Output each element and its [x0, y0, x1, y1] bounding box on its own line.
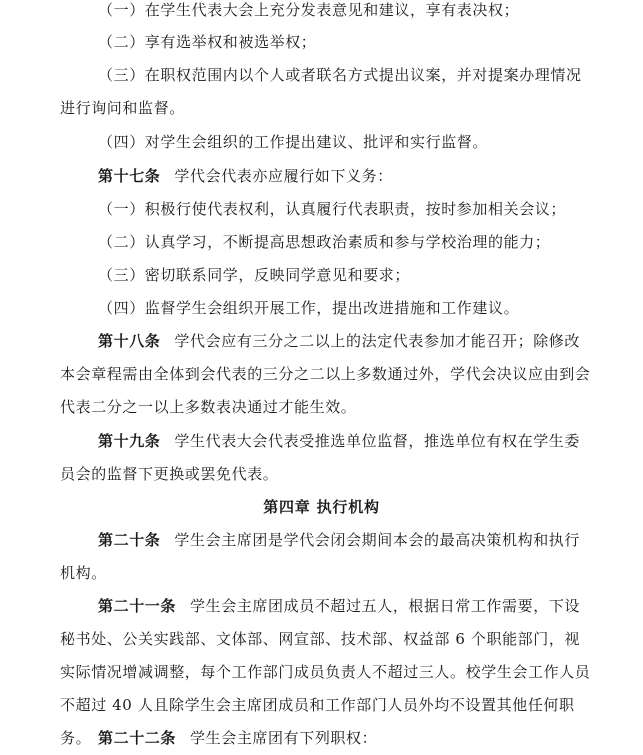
article-17	[98, 160, 598, 193]
chapter-4-title: 第四章 执行机构	[263, 498, 380, 516]
article-21-heading: 第二十一条	[98, 597, 177, 615]
article-19	[60, 425, 595, 491]
article-18-body: 学代会应有三分之二以上的法定代表参加才能召开；除修改本会章程需由全体到会代表的三分之二以上多数通过外，学代会决议应由到会代表二分之一以上多数表决通过才能生效。	[60, 332, 591, 416]
duties-item-3: （三）密切联系同学，反映同学意见和要求；	[98, 266, 411, 284]
article-19-heading: 第十九条	[98, 432, 161, 450]
article-17-body: 学代会代表亦应履行如下义务：	[174, 167, 393, 185]
duties-item-1: （一）积极行使代表权利，认真履行代表职责，按时参加相关会议；	[98, 200, 567, 218]
article-21-body: 学生会主席团成员不超过五人，根据日常工作需要，下设秘书处、公关实践部、文体部、网宣部、技术部、权益部 6 个职能部门，视实际情况增减调整，每个工作部门成员负责人不超过三人。校学生会工作人员不超过 40 人且除学生会主席团成员和工作部门人员外均不设置其他任何职务。	[60, 597, 591, 747]
article-17-heading: 第十七条	[98, 167, 161, 185]
article-18	[60, 325, 595, 424]
article-18-heading: 第十八条	[98, 332, 161, 350]
article-22-body: 学生会主席团有下列职权：	[190, 729, 378, 747]
article-20-body: 学生会主席团是学代会闭会期间本会的最高决策机构和执行机构。	[60, 531, 581, 582]
rights-item-2: （二）享有选举权和被选举权；	[98, 33, 317, 51]
rights-item-4: （四）对学生会组织的工作提出建议、批评和实行监督。	[98, 133, 489, 151]
article-22-heading: 第二十二条	[98, 729, 177, 747]
article-19-body: 学生代表大会代表受推选单位监督，推选单位有权在学生委员会的监督下更换或罢免代表。	[60, 432, 581, 483]
duties-item-2: （二）认真学习，不断提高思想政治素质和参与学校治理的能力；	[98, 233, 551, 251]
rights-item-3: （三）在职权范围内以个人或者联名方式提出议案，并对提案办理情况进行询问和监督。	[60, 66, 582, 117]
article-20	[60, 524, 595, 590]
article-20-heading: 第二十条	[98, 531, 161, 549]
article-22	[98, 722, 598, 755]
rights-item-1: （一）在学生代表大会上充分发表意见和建议，享有表决权；	[98, 1, 520, 19]
duties-item-4: （四）监督学生会组织开展工作，提出改进措施和工作建议。	[98, 299, 520, 317]
